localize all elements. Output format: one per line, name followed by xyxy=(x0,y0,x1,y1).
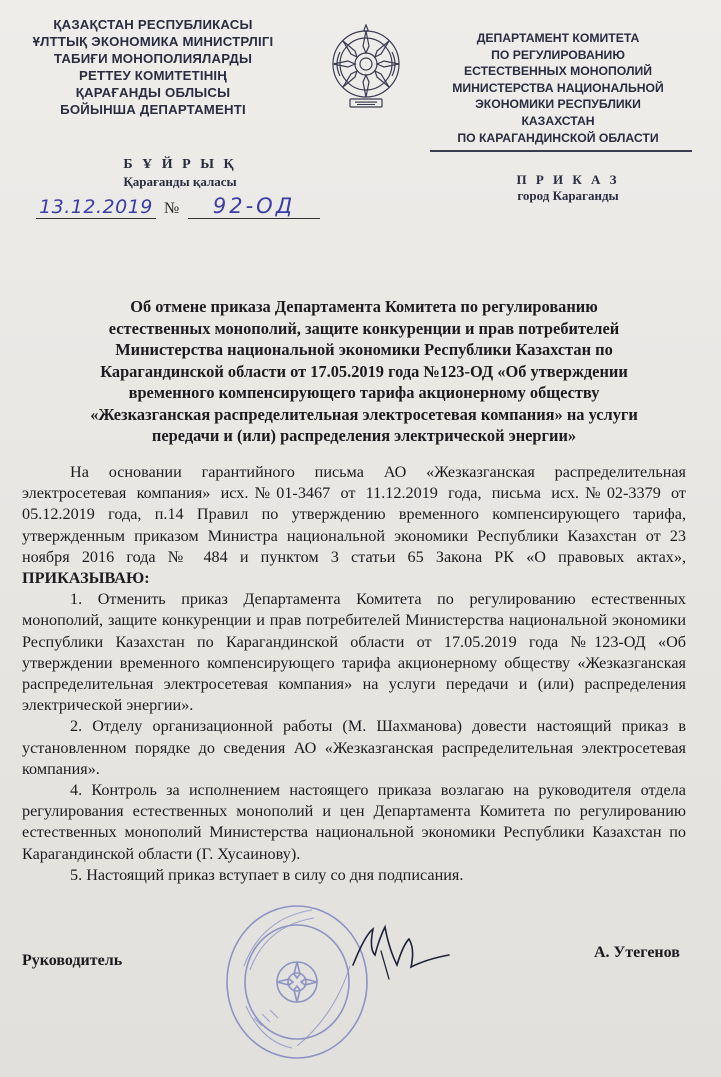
order-number-handwritten: 92-ОД xyxy=(188,194,320,219)
header-right-line: ПО КАРАГАНДИНСКОЙ ОБЛАСТИ xyxy=(457,130,659,145)
header-left-line: ҚАЗАҚСТАН РЕСПУБЛИКАСЫ xyxy=(53,17,253,32)
header-left-line: ТАБИҒИ МОНОПОЛИЯЛАРДЫ xyxy=(53,51,253,66)
order-body xyxy=(22,462,686,886)
title-line: естественных монополий, защите конкуренции и прав потребителей xyxy=(108,318,620,338)
title-line: «Жезказганская распределительная электросетевая компания» на услуги xyxy=(90,404,638,424)
header-right-line: ДЕПАРТАМЕНТ КОМИТЕТА xyxy=(476,31,640,45)
header-right-line: МИНИСТЕРСТВА НАЦИОНАЛЬНОЙ xyxy=(452,80,664,95)
signatory-name: А. Утегенов xyxy=(594,944,680,961)
signatory-position: Руководитель xyxy=(22,952,123,969)
order-item: 4. Контроль за исполнением настоящего приказа возлагаю на руководителя отдела регулирования естественных монополий и цен Департамента Комитета по регулированию естественных монополий Министерства национальной экономики Республики Казахстан по Карагандинской области (Г. Хусаинову). xyxy=(22,781,686,863)
header-left-kazakh xyxy=(22,16,284,118)
header-left-line: ҚАРАҒАНДЫ ОБЛЫСЫ xyxy=(75,85,231,100)
title-line: передачи и (или) распределения электрической энергии» xyxy=(151,426,577,445)
header-right-line: ПО РЕГУЛИРОВАНИЮ xyxy=(491,47,625,62)
order-item: 5. Настоящий приказ вступает в силу со дня подписания. xyxy=(70,865,464,884)
order-word: ПРИКАЗЫВАЮ: xyxy=(22,569,150,588)
doc-type-russian xyxy=(488,172,648,204)
header-left-line: РЕТТЕУ КОМИТЕТІНІҢ xyxy=(78,68,228,83)
doc-type-kazakh xyxy=(100,156,260,190)
header-left-line: ҰЛТТЫҚ ЭКОНОМИКА МИНИСТРЛІГІ xyxy=(32,34,274,49)
header-right-line: ЭКОНОМИКИ РЕСПУБЛИКИ xyxy=(475,97,641,112)
preamble-text: На основании гарантийного письма АО «Жезказганская распределительная электросетевая компания» исх.№01-3467 от 11.12.2019 года, письма исх.№02-3379 от 05.12.2019 года, п.14 Правил по утверждению временного компенсирующего тарифа, утвержденным приказом Министра национальной экономики Республики Казахстан от 23 ноября 2016 года № 484 и пунктом 3 статьи 65 Закона РК «О правовых актах», xyxy=(22,463,686,566)
doc-city-label: город Караганды xyxy=(517,188,619,203)
preamble-paragraph xyxy=(22,462,686,589)
order-item: 1. Отменить приказ Департамента Комитета по регулированию естественных монополий, защите конкуренции и прав потребителей Министерства национальной экономики Республики Казахстан по Карагандинской области от 17.05.2019 года №123-ОД «Об утверждении временного компенсирующего тарифа акционерному обществу «Жезказганская распределительная электросетевая компания» на услуги передачи и (или) распределения электрической энергии». xyxy=(22,590,686,715)
doc-type-label: Б Ұ Й Р Ы Қ xyxy=(123,157,237,172)
title-line: Министерства национальной экономики Республики Казахстан по xyxy=(115,340,613,359)
order-title xyxy=(40,296,688,447)
header-divider xyxy=(430,150,692,152)
header-right-line: ЕСТЕСТВЕННЫХ МОНОПОЛИЙ xyxy=(463,64,653,79)
header-right-line: КАЗАХСТАН xyxy=(521,113,595,128)
title-line: Об отмене приказа Департамента Комитета по регулированию xyxy=(130,297,598,316)
doc-city-label: Қарағанды қаласы xyxy=(123,174,237,189)
title-line: Карагандинской области от 17.05.2019 года №123-ОД «Об утверждении xyxy=(100,361,628,381)
state-emblem-icon xyxy=(330,24,402,116)
order-date-number xyxy=(36,194,336,226)
number-sign: № xyxy=(164,200,180,217)
title-line: временного компенсирующего тарифа акционерному обществу xyxy=(128,383,600,402)
order-item: 2. Отделу организационной работы (М. Шахманова) довести настоящий приказ в установленном порядке до сведения АО «Жезказганская распределительная электросетевая компания». xyxy=(22,717,686,778)
doc-type-label: П Р И К А З xyxy=(516,172,620,187)
order-date-handwritten: 13.12.2019 xyxy=(36,196,156,219)
signature-icon xyxy=(345,915,455,985)
header-left-line: БОЙЫНША ДЕПАРТАМЕНТІ xyxy=(60,102,246,117)
header-right-russian xyxy=(434,30,682,146)
